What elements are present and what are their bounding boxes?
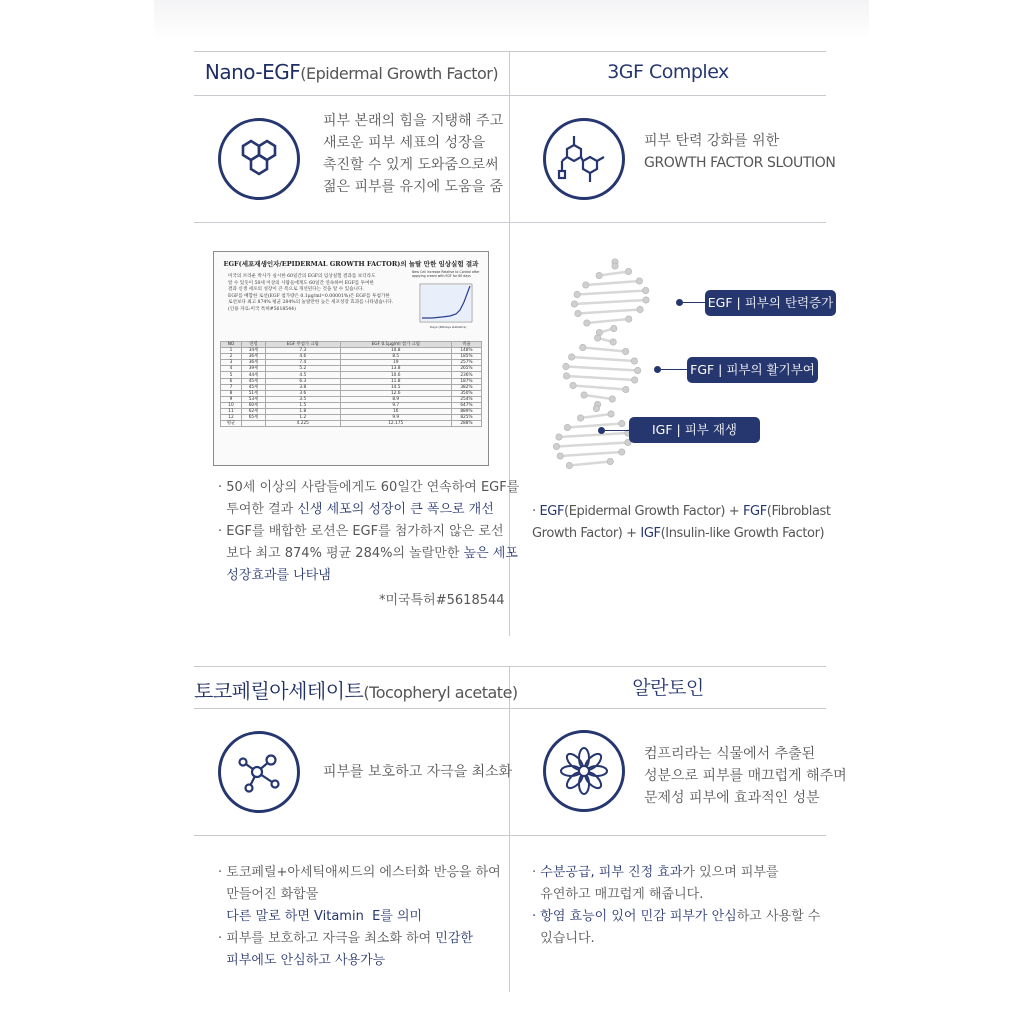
highlight-text: · xyxy=(532,909,541,924)
table-cell: 7.3 xyxy=(266,348,341,354)
highlight-text: 성장효과를 나타냄 xyxy=(218,568,331,583)
bullet-line xyxy=(218,565,519,587)
divider xyxy=(194,222,826,223)
bullet-line xyxy=(532,928,820,950)
table-cell: 13.8 xyxy=(340,366,451,372)
table-cell: 53세 xyxy=(242,396,266,402)
highlight-text: 높은 세포 xyxy=(463,546,518,561)
table-cell: 9.9 xyxy=(340,415,451,421)
dna-bead xyxy=(570,382,576,388)
dna-bead xyxy=(563,373,569,379)
doc-text-line: EGF를 배합한 로션(EGF 첨가량은 0.1μg/ml=0.00001%)은 EGF를 투첨가한 xyxy=(228,293,390,299)
table-cell: 4.6 xyxy=(266,354,341,360)
bullet-text: · xyxy=(532,865,541,880)
dna-rung xyxy=(599,272,628,276)
dna-rung xyxy=(567,376,635,380)
table-cell: 9 xyxy=(221,396,242,402)
dna-rung xyxy=(581,414,611,418)
growth-factor-bullets xyxy=(532,501,831,545)
benzene-structure-icon xyxy=(543,118,625,200)
dna-rung xyxy=(569,462,610,466)
table-cell: 3.5 xyxy=(266,396,341,402)
table-cell: 62세 xyxy=(242,409,266,415)
dna-bead xyxy=(580,344,586,350)
table-cell: 3 xyxy=(221,360,242,366)
dna-bead xyxy=(619,449,625,455)
table-cell: 36세 xyxy=(242,360,266,366)
nano-egf-heading xyxy=(194,60,509,84)
allantoin-bullets xyxy=(532,862,820,950)
table-cell: 288% xyxy=(451,421,481,427)
table-cell: 236% xyxy=(451,372,481,378)
bullet-line xyxy=(218,884,501,906)
table-cell: 7.4 xyxy=(266,360,341,366)
dna-bead xyxy=(634,367,640,373)
highlight-text: 신생 세포의 성장이 큰 폭으로 개선 xyxy=(297,502,494,517)
table-cell: 45세 xyxy=(242,378,266,384)
desc-line: 피부 탄력 강화를 위한 xyxy=(644,133,780,149)
doc-text-line: 알 수 있듯이 50세 이상의 사람들에게도 60일간 연속하여 EGF를 투여한 xyxy=(228,280,374,286)
table-header: 연령 xyxy=(242,342,266,348)
table-cell: 1.2 xyxy=(266,415,341,421)
table-cell: 44세 xyxy=(242,372,266,378)
divider xyxy=(194,835,826,836)
table-cell: 45세 xyxy=(242,384,266,390)
highlight-text: 다른 말로 하면 Vitamin E를 의미 xyxy=(218,909,423,924)
table-cell: 889% xyxy=(451,409,481,415)
table-cell: 19 xyxy=(340,360,451,366)
3gf-description xyxy=(644,130,835,174)
doc-text-line: 로션보다 최고 874% 평균 284%의 놀랄만한 높은 세포성장 효과를 나타냈습니다. xyxy=(228,300,394,306)
table-cell: 12.175 xyxy=(340,421,451,427)
table-cell: 9.7 xyxy=(340,402,451,408)
table-cell: 65세 xyxy=(242,415,266,421)
table-cell: 7 xyxy=(221,384,242,390)
bullet-text: 가 있으며 피부를 xyxy=(682,865,779,880)
dna-bead xyxy=(612,263,618,269)
dna-rung xyxy=(559,433,628,437)
tocopheryl-description xyxy=(323,761,512,783)
dna-bead xyxy=(563,363,569,369)
bullet-line xyxy=(218,862,501,884)
bullet-line xyxy=(218,499,519,521)
doc-text xyxy=(228,274,400,314)
dna-rung xyxy=(586,281,640,285)
bullet-text: 투여한 결과 xyxy=(218,502,298,517)
dna-bead xyxy=(608,411,614,417)
table-cell: 평균 xyxy=(221,421,242,427)
dna-rung xyxy=(560,452,622,456)
bullet-text: · xyxy=(532,504,540,519)
dna-bead xyxy=(583,282,589,288)
table-cell: 382% xyxy=(451,384,481,390)
table-cell: 8.9 xyxy=(340,396,451,402)
doc-text-line: 미국의 브라운 박사가 실시한 60일간의 EGF의 임상실험 결과를 보더라도 xyxy=(228,274,376,279)
dna-rung xyxy=(587,319,629,323)
table-cell: 6.3 xyxy=(266,378,341,384)
dna-bead xyxy=(637,306,643,312)
allantoin-heading: 알란토인 xyxy=(632,677,704,699)
dna-rung xyxy=(556,443,627,447)
connector-line xyxy=(680,302,706,303)
dna-bead xyxy=(623,386,629,392)
dna-rung xyxy=(573,386,626,390)
bullet-line xyxy=(532,906,820,928)
bullet-line xyxy=(532,523,831,545)
table-cell: 254% xyxy=(451,396,481,402)
bullet-text: 유연하고 매끄럽게 해줍니다. xyxy=(532,887,704,902)
table-cell: 39세 xyxy=(242,366,266,372)
table-cell: 10 xyxy=(221,402,242,408)
desc-line: 촉진할 수 있게 도와줌으로써 xyxy=(323,157,499,173)
bullet-line xyxy=(218,543,519,565)
molecule-nodes-icon xyxy=(218,731,300,813)
dna-bead xyxy=(556,434,562,440)
bullet-text: Growth Factor) + xyxy=(532,526,641,541)
table-header: NO xyxy=(221,342,242,348)
highlight-text: 피부에도 안심하고 사용가능 xyxy=(218,953,386,968)
table-cell xyxy=(242,421,266,427)
table-cell: 8.5 xyxy=(340,354,451,360)
bullet-text: 만들어진 화합물 xyxy=(218,887,319,902)
dna-rung xyxy=(572,357,635,361)
table-cell: 36세 xyxy=(242,354,266,360)
desc-line: 피부를 보호하고 자극을 최소화 xyxy=(323,764,513,780)
allantoin-description xyxy=(644,743,847,809)
bullet-line xyxy=(218,521,519,543)
table-cell: 3.6 xyxy=(266,390,341,396)
desc-line: GROWTH FACTOR SLOUTION xyxy=(644,155,836,171)
dna-bead xyxy=(609,396,615,402)
dna-rung xyxy=(566,367,638,371)
table-cell: 34세 xyxy=(242,348,266,354)
bullet-line xyxy=(532,501,831,523)
table-cell: 187% xyxy=(451,378,481,384)
table-cell: 4.5 xyxy=(266,372,341,378)
bullet-line xyxy=(218,950,501,972)
table-cell: 8 xyxy=(221,390,242,396)
dna-bead xyxy=(566,462,572,468)
dna-bead xyxy=(553,443,559,449)
fgf-label: FGF | 피부의 활기부여 xyxy=(687,357,818,383)
table-cell: 5 xyxy=(221,372,242,378)
table-cell: 257% xyxy=(451,360,481,366)
dna-rung xyxy=(574,300,646,304)
dna-bead xyxy=(607,458,613,464)
dna-bead xyxy=(574,291,580,297)
heading-strong: 토코페릴아세테이트 xyxy=(194,679,364,703)
table-row xyxy=(221,421,482,427)
dna-bead xyxy=(643,297,649,303)
tocopheryl-bullets xyxy=(218,862,501,972)
dna-rung xyxy=(584,395,612,399)
desc-line: 피부 본래의 힘을 지탱해 주고 xyxy=(323,113,504,129)
bullet-text: 보다 최고 874% 평균 284%의 놀랄만한 xyxy=(218,546,464,561)
table-cell: 4 xyxy=(221,366,242,372)
table-cell: 350% xyxy=(451,390,481,396)
table-cell: 2 xyxy=(221,354,242,360)
connector-line xyxy=(602,430,630,431)
divider xyxy=(509,666,510,992)
highlight-text: 항염 효능이 있어 민감 피부가 안심 xyxy=(540,909,737,924)
desc-line: 새로운 피부 세표의 성장을 xyxy=(323,135,486,151)
connector-dot xyxy=(654,366,661,373)
highlight-text: 민감한 xyxy=(435,931,473,946)
dna-bead xyxy=(557,453,563,459)
dna-bead xyxy=(625,268,631,274)
table-cell: 3.8 xyxy=(266,384,341,390)
bullet-line xyxy=(218,477,519,499)
patent-note: *미국특허#5618544 xyxy=(379,593,505,608)
bullet-text: (Epidermal Growth Factor) + xyxy=(564,504,743,519)
egf-label: EGF | 피부의 탄력증가 xyxy=(705,290,836,316)
flower-icon xyxy=(543,730,625,812)
dna-bead xyxy=(642,287,648,293)
dna-bead xyxy=(619,420,625,426)
bullet-text: 있습니다. xyxy=(532,931,595,946)
doc-title: EGF(세포재생인자/EPIDERMAL GROWTH FACTOR)의 놀랄 만한 임상실험 결과 xyxy=(223,260,479,268)
connector-dot xyxy=(676,299,683,306)
table-cell: 10.6 xyxy=(340,372,451,378)
table-cell: 51세 xyxy=(242,390,266,396)
table-cell: 11.8 xyxy=(340,378,451,384)
desc-line: 젊은 피부를 유지에 도움을 줌 xyxy=(323,179,504,195)
bullet-text: · EGF를 배합한 로션은 EGF를 첨가하지 않은 로선 xyxy=(218,524,504,539)
study-table xyxy=(220,341,482,427)
desc-line: 컴프리라는 식물에서 추출된 xyxy=(644,746,816,762)
heading-strong: Nano-EGF xyxy=(204,60,301,84)
desc-line: 성분으로 피부를 매끄럽게 해주며 xyxy=(644,768,847,784)
bullet-text: (Fibroblast xyxy=(766,504,831,519)
igf-label: IGF | 피부 재생 xyxy=(629,417,760,443)
bullet-text: · 피부를 보호하고 자극을 최소화 하여 xyxy=(218,931,436,946)
heading-light: (Epidermal Growth Factor) xyxy=(300,64,499,83)
table-cell: 185% xyxy=(451,354,481,360)
divider xyxy=(194,51,826,52)
bullet-line xyxy=(532,862,820,884)
bullet-text: · 50세 이상의 사람들에게도 60일간 연속하여 EGF를 xyxy=(218,480,520,495)
growth-mini-chart xyxy=(412,270,480,332)
dna-bead xyxy=(581,392,587,398)
table-cell: 5.2 xyxy=(266,366,341,372)
chart-caption: New Cell increase Relative to Control after applying cream with EGF for 60 days xyxy=(412,270,480,278)
table-cell: 14.5 xyxy=(340,384,451,390)
dna-bead xyxy=(593,405,599,411)
connector-line xyxy=(658,369,688,370)
bullet-line xyxy=(218,928,501,950)
nano-egf-description xyxy=(323,110,503,198)
table-cell: 12 xyxy=(221,415,242,421)
dna-rung xyxy=(567,424,621,428)
dna-bead xyxy=(611,325,617,331)
dna-rung xyxy=(578,310,640,314)
dna-rung xyxy=(577,291,646,295)
dna-rung xyxy=(583,348,626,352)
bullet-text: · 토코페릴+아세틱애씨드의 에스터화 반응을 하여 xyxy=(218,865,501,880)
hexagon-molecule-icon xyxy=(218,118,300,200)
dna-bead xyxy=(610,339,616,345)
svg-text:Days (60Days statistics): Days (60Days statistics) xyxy=(430,325,467,329)
table-cell: 16 xyxy=(340,409,451,415)
divider xyxy=(194,95,826,96)
desc-line: 문제성 피부에 효과적인 성분 xyxy=(644,790,820,806)
dna-bead xyxy=(584,320,590,326)
tocopheryl-heading xyxy=(194,675,518,704)
highlight-text: EGF xyxy=(539,504,565,519)
dna-bead xyxy=(577,415,583,421)
table-cell: 1.8 xyxy=(266,409,341,415)
dna-bead xyxy=(636,278,642,284)
egf-study-bullets xyxy=(218,477,519,587)
table-header: 비율 xyxy=(451,342,481,348)
top-fade xyxy=(154,0,869,40)
doc-text-line: 결과 신생 세포의 성장이 큰 폭으로 개선된다는 것을 알 수 있습니다. xyxy=(228,287,364,293)
dna-bead xyxy=(571,301,577,307)
table-cell: 60세 xyxy=(242,402,266,408)
table-cell: 148% xyxy=(451,348,481,354)
dna-bead xyxy=(626,316,632,322)
dna-bead xyxy=(631,358,637,364)
table-cell: 10.8 xyxy=(340,348,451,354)
table-cell: 4.225 xyxy=(266,421,341,427)
table-cell: 825% xyxy=(451,415,481,421)
divider xyxy=(194,666,826,667)
table-header: EGF 0.1μg/ml 첨가 크림 xyxy=(340,342,451,348)
doc-text-line: (인용 자료:미국 특허#5618544) xyxy=(228,306,296,312)
highlight-text: IGF xyxy=(640,526,661,541)
dna-bead xyxy=(575,310,581,316)
clinical-study-document xyxy=(213,251,489,466)
bullet-line xyxy=(532,884,820,906)
bullet-text: (Insulin-like Growth Factor) xyxy=(660,526,825,541)
dna-bead xyxy=(594,335,600,341)
table-cell: 265% xyxy=(451,366,481,372)
dna-bead xyxy=(596,272,602,278)
dna-bead xyxy=(564,424,570,430)
table-cell: 12.6 xyxy=(340,390,451,396)
table-cell: 647% xyxy=(451,402,481,408)
table-cell: 1 xyxy=(221,348,242,354)
bullet-line xyxy=(218,906,501,928)
heading-light: (Tocopheryl acetate) xyxy=(363,683,518,702)
table-cell: 1.5 xyxy=(266,402,341,408)
dna-bead xyxy=(631,377,637,383)
bullet-text: 하고 사용할 수 xyxy=(736,909,821,924)
dna-bead xyxy=(622,348,628,354)
table-cell: 6 xyxy=(221,378,242,384)
highlight-text: FGF xyxy=(742,504,767,519)
table-header: EGF 무첨가 크림 xyxy=(266,342,341,348)
connector-dot xyxy=(598,427,605,434)
table-cell: 11 xyxy=(221,409,242,415)
divider xyxy=(194,708,826,709)
dna-bead xyxy=(568,354,574,360)
3gf-complex-heading: 3GF Complex xyxy=(607,61,729,83)
highlight-text: 수분공급, 피부 진정 효과 xyxy=(540,865,683,880)
